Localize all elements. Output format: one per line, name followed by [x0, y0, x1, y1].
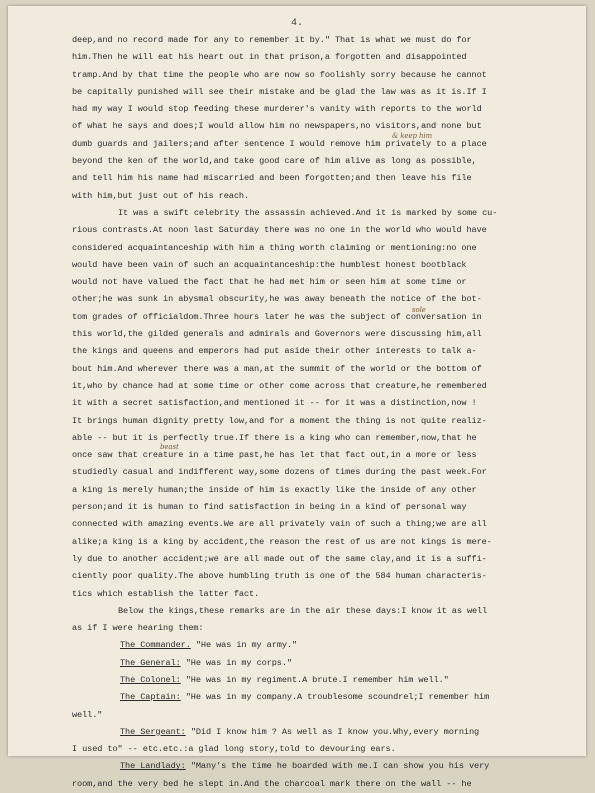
text-line: would have been vain of such an acquaintanceship:the humblest honest bootblack	[72, 259, 467, 270]
dialogue-line	[72, 655, 592, 672]
dialogue-text: "He was in my corps."	[185, 657, 292, 668]
text-line: it,who by chance had at some time or other come across that creature,he remembered	[72, 380, 487, 391]
dialogue-line	[72, 758, 592, 775]
dialogue-line	[72, 637, 592, 654]
text-line: It was a swift celebrity the assassin achieved.And it is marked by some cu-	[118, 207, 498, 218]
text-line: a king is merely human;the inside of him is exactly like the inside of any other	[72, 484, 477, 495]
manuscript-page	[8, 6, 586, 789]
text-line: studiedly casual and indifferent way,some dozens of times during the past week.For	[72, 467, 487, 478]
text-line: other;he was sunk in abysmal obscurity,he was away beneath the notice of the bot-	[72, 294, 482, 305]
speaker-label: The Sergeant:	[120, 726, 186, 737]
dialogue-continuation: well."	[72, 709, 103, 720]
dialogue-line	[72, 689, 592, 706]
speaker-label: The General:	[120, 657, 181, 668]
dialogue-text: "He was in my army."	[195, 640, 298, 651]
text-line: the kings and queens and emperors had put aside their other interests to talk a-	[72, 346, 477, 357]
handwritten-insertion: sole	[412, 305, 426, 314]
text-line: Below the kings,these remarks are in the air these days:I know it as well	[118, 605, 488, 616]
dialogue-line	[72, 672, 592, 689]
text-line: tics which establish the latter fact.	[72, 588, 260, 599]
text-line: with him,but just out of his reach.	[72, 190, 249, 201]
dialogue-continuation: room,and the very bed he slept in.And the charcoal mark there on the wall -- he	[72, 778, 472, 789]
dialogue-line	[72, 724, 592, 741]
text-line: him.Then he will eat his heart out in that prison,a forgotten and disappointed	[72, 52, 467, 63]
speaker-label: The Captain:	[120, 692, 181, 703]
text-line: would not have valued the fact that he had met him or seen him at some time or	[72, 277, 467, 288]
text-line: this world,the gilded generals and admirals and Governors were discussing him,all	[72, 329, 482, 340]
handwritten-insertion: beast	[160, 443, 179, 452]
dialogue-text: "He was in my company.A troublesome scoundrel;I remember him	[185, 692, 490, 703]
text-line: ciently poor quality.The above humbling truth is one of the 584 human characteris-	[72, 571, 487, 582]
text-line: tramp.And by that time the people who are now so foolishly sorry because he cannot	[72, 69, 487, 80]
text-line: deep,and no record made for any to remember it by." That is what we must do for	[72, 35, 472, 45]
text-line: it with a secret satisfaction,and mentioned it -- for it was a distinction,now !	[72, 398, 477, 409]
page-number: 4.	[290, 18, 303, 29]
text-line: rious contrasts.At noon last Saturday there was no one in the world who would have	[72, 225, 487, 236]
text-line: and tell him his name had miscarried and been forgotten;and then leave his file	[72, 173, 472, 184]
text-line: alike;a king is a king by accident,the reason the rest of us are not kings is mere-	[72, 536, 492, 547]
speaker-label: The Colonel:	[120, 674, 181, 685]
text-line: be capitally punished will see their mistake and be glad the law was as it is.If I	[72, 86, 487, 97]
text-line: able -- but it is perfectly true.If there is a king who can remember,now,that he	[72, 432, 477, 443]
dialogue-text: "He was in my regiment.A brute.I remember him well."	[185, 674, 449, 685]
text-line: had my way I would stop feeding these murderer's vanity with reports to the world	[72, 104, 482, 115]
handwritten-insertion: & keep him	[392, 131, 433, 140]
text-line: It brings human dignity pretty low,and for a moment the thing is not quite realiz-	[72, 415, 487, 426]
text-line: ly due to another accident;we are all made out of the same clay,and it is a suffi-	[72, 553, 487, 564]
text-line: considered acquaintanceship with him a thing worth claiming or mentioning:no one	[72, 242, 477, 253]
text-line: of what he says and does;I would allow him no newspapers,no visitors,and none but	[72, 121, 482, 132]
dialogue-text: "Many's the time he boarded with me.I can show you his very	[190, 761, 490, 772]
text-line: beyond the ken of the world,and take good care of him alive as long as possible,	[72, 156, 477, 167]
text-line-with-insertion	[72, 131, 592, 153]
speaker-label: The Commander.	[120, 640, 191, 651]
speaker-label: The Landlady:	[120, 761, 186, 772]
text-line-with-insertion	[72, 443, 592, 464]
text-line: once saw that creature in a time past,he has let that fact out,in a more or less	[72, 450, 477, 461]
text-line: connected with amazing events.We are all privately vain of such a thing;we are all	[72, 519, 487, 530]
text-line: person;and it is human to find satisfaction in being in a kind of personal way	[72, 502, 467, 513]
typescript-body	[72, 32, 592, 793]
text-line-with-insertion	[72, 305, 592, 326]
dialogue-continuation: I used to" -- etc.etc.:a glad long story,told to devouring ears.	[72, 744, 396, 755]
text-line: bout him.And wherever there was a man,at the summit of the world or the bottom of	[72, 363, 482, 374]
text-line: dumb guards and jailers;and after sentence I would remove him privately to a place	[72, 138, 487, 149]
text-line: as if I were hearing them:	[72, 623, 204, 634]
text-line: tom grades of officialdom.Three hours later he was the subject of conversation in	[72, 311, 482, 322]
dialogue-text: "Did I know him ? As well as I know you.Why,every morning	[190, 726, 480, 737]
